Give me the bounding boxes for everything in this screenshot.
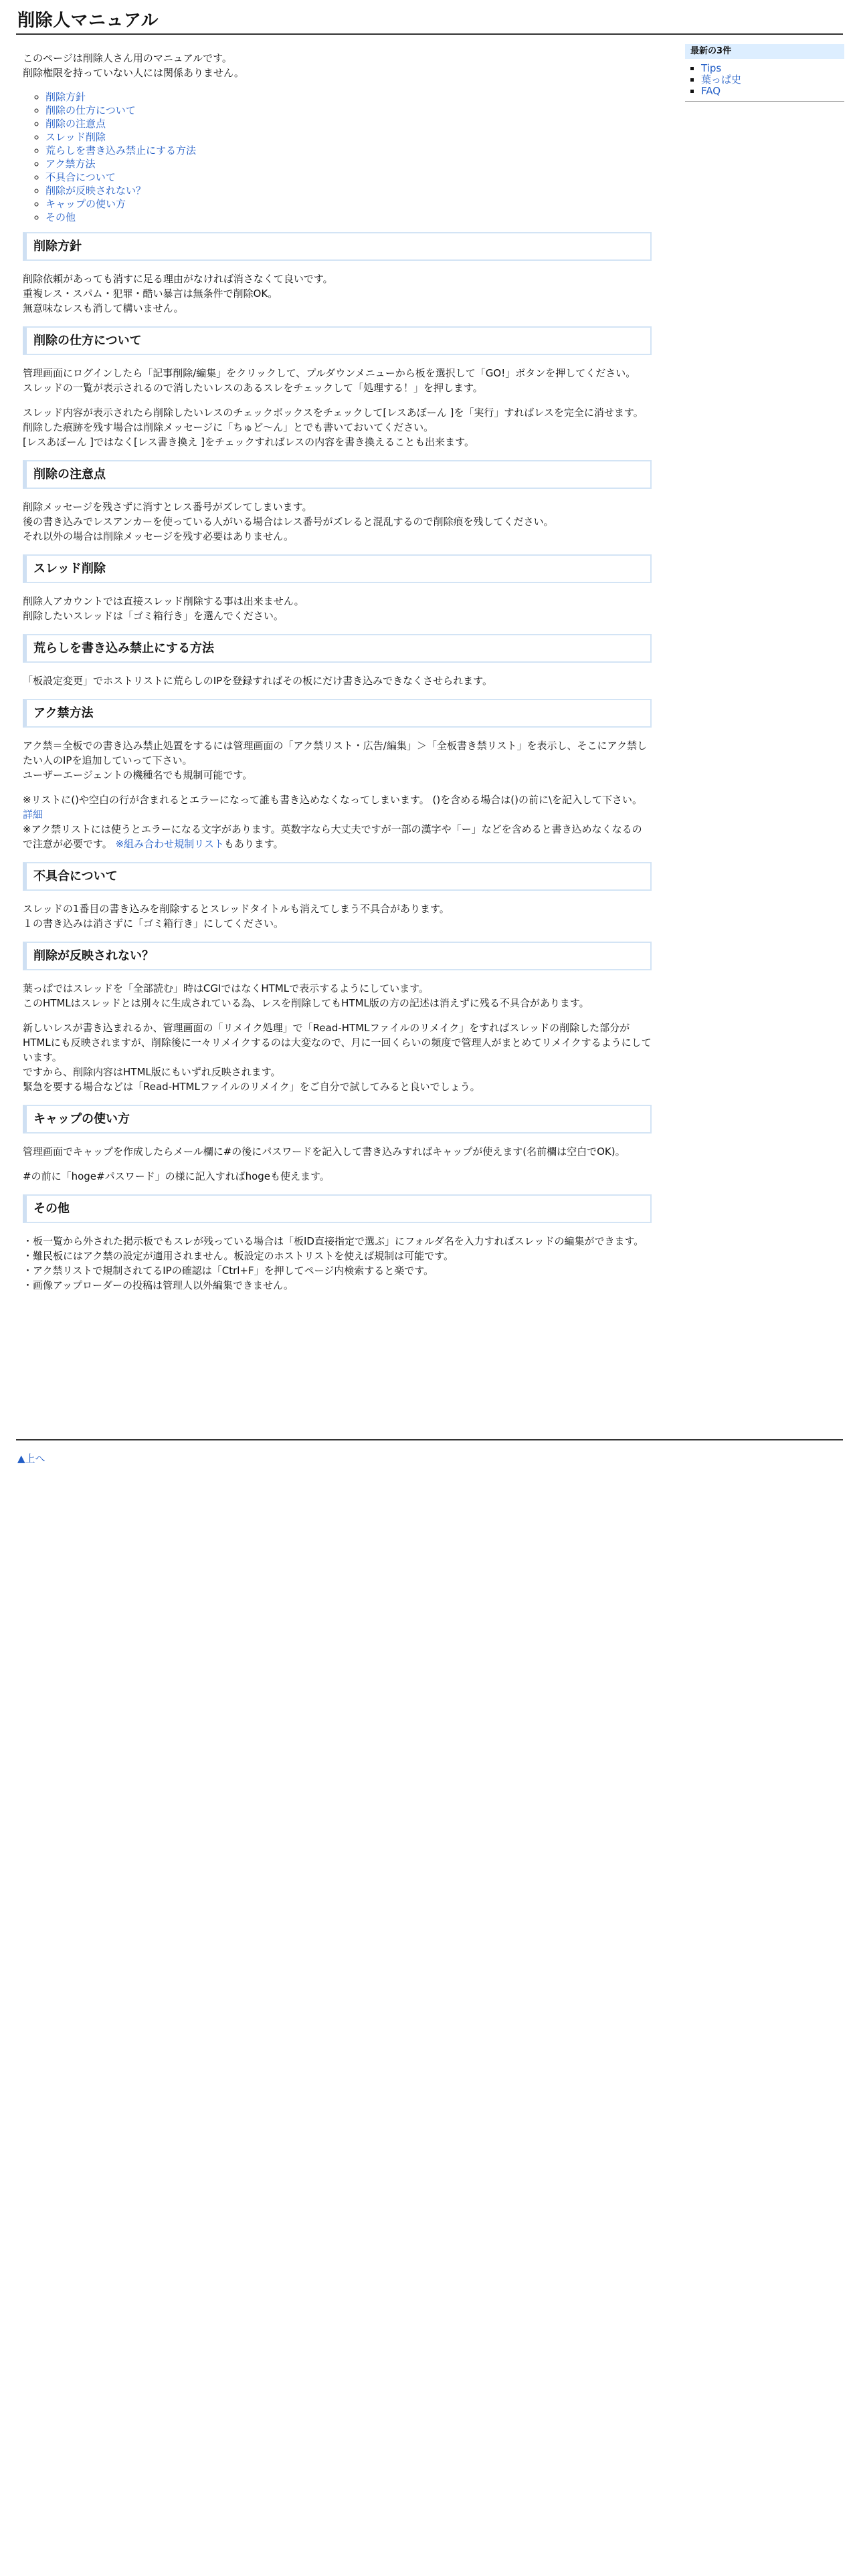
- section-ban: [23, 634, 652, 688]
- recent-link-tips[interactable]: Tips: [701, 62, 722, 74]
- section-body: [23, 792, 652, 851]
- body-line: ・アク禁リストで規制されてるIPの確認は「Ctrl+F」を押してページ内検索すると楽です。: [23, 1265, 434, 1277]
- section-heading: [23, 942, 652, 970]
- section-body: [23, 405, 652, 449]
- table-of-contents: [23, 90, 652, 224]
- section-bugs: [23, 862, 652, 931]
- toc-item: [45, 130, 652, 144]
- recent-link-faq[interactable]: FAQ: [701, 85, 721, 97]
- section-title: 削除方針: [33, 239, 82, 253]
- footer-divider: [16, 1439, 843, 1440]
- section-not-reflected: [23, 942, 652, 1094]
- sidebar-divider: [685, 101, 844, 102]
- section-heading: [23, 554, 652, 583]
- body-line: スレッドの一覧が表示されるので消したいレスのあるスレをチェックして「処理する！」を押します。: [23, 382, 483, 394]
- toc-link-caution[interactable]: 削除の注意点: [45, 118, 106, 130]
- body-line: 重複レス・スパム・犯罪・酷い暴言は無条件で削除OK。: [23, 288, 278, 300]
- body-line: 「板設定変更」でホストリストに荒らしのIPを登録すればその板にだけ書き込みできなくさせられます。: [23, 675, 492, 687]
- section-title: 不具合について: [33, 869, 118, 883]
- toc-item: [45, 104, 652, 117]
- recent-item-tips: [701, 63, 844, 74]
- body-line: ・板一覧から外された掲示板でもスレが残っている場合は「板ID直接指定で選ぶ」にフォルダ名を入力すればスレッドの編集ができます。: [23, 1235, 644, 1247]
- section-body: [23, 738, 652, 782]
- title-divider: [16, 33, 843, 35]
- note-line: ※アク禁リストには使うとエラーになる文字があります。英数字なら大丈夫ですが一部の漢字や「ー」などを含めると書き込めなくなるので注意が必要です。: [23, 823, 642, 850]
- section-cap: [23, 1105, 652, 1184]
- sidebar-recent: [685, 44, 844, 102]
- toc-item: [45, 211, 652, 224]
- page-title: 削除人マニュアル: [17, 11, 159, 31]
- section-thread-delete: [23, 554, 652, 623]
- toc-item: [45, 184, 652, 197]
- section-access-ban: [23, 699, 652, 851]
- body-line: １の書き込みは消さずに「ゴミ箱行き」にしてください。: [23, 918, 284, 930]
- section-body: [23, 594, 652, 623]
- toc-item: [45, 197, 652, 211]
- body-line: 削除メッセージを残さずに消すとレス番号がズレてしまいます。: [23, 501, 312, 513]
- body-line: それ以外の場合は削除メッセージを残す必要はありません。: [23, 530, 294, 542]
- combo-ban-list-link[interactable]: ※組み合わせ規制リスト: [115, 838, 224, 850]
- body-line: 削除依頼があっても消すに足る理由がなければ消さなくて良いです。: [23, 273, 333, 285]
- recent-list: [685, 63, 844, 97]
- section-title: 削除が反映されない？: [33, 948, 154, 963]
- body-line: ・難民板にはアク禁の設定が適用されません。板設定のホストリストを使えば規制は可能です。: [23, 1250, 454, 1262]
- detail-link[interactable]: 詳細: [23, 809, 43, 821]
- section-body: #の前に「hoge#パスワード」の様に記入すればhogeも使えます。: [23, 1170, 330, 1182]
- body-line: 無意味なレスも消して構いません。: [23, 302, 184, 314]
- section-title: 荒らしを書き込み禁止にする方法: [33, 641, 214, 655]
- body-line: ですから、削除内容はHTML版にもいずれ反映されます。: [23, 1066, 281, 1078]
- recent-item-faq: [701, 86, 844, 97]
- body-line: スレッド内容が表示されたら削除したいレスのチェックボックスをチェックして[レスあぼーん ]を「実行」すればレスを完全に消せます。: [23, 407, 644, 419]
- section-title: キャップの使い方: [33, 1111, 130, 1126]
- body-line: 緊急を要する場合などは「Read-HTMLファイルのリメイク」をご自分で試してみると良いでしょう。: [23, 1081, 480, 1093]
- section-title: 削除の仕方について: [33, 333, 142, 348]
- body-line: 削除したいスレッドは「ゴミ箱行き」を選んでください。: [23, 610, 284, 622]
- section-policy: [23, 232, 652, 316]
- body-line: 葉っぱではスレッドを「全部読む」時はCGIではなくHTMLで表示するようにしています。: [23, 982, 429, 994]
- body-line: 新しいレスが書き込まれるか、管理画面の「リメイク処理」で「Read-HTMLファイルのリメイク」をすればスレッドの削除した部分がHTMLにも反映されますが、削除後に一々リメイクするのは大変なので、月に一回くらいの頻度で管理人がまとめてリメイクするようにしています。: [23, 1022, 652, 1063]
- toc-link-cap[interactable]: キャップの使い方: [45, 198, 126, 210]
- body-line: 後の書き込みでレスアンカーを使っている人がいる場合はレス番号がズレると混乱するので削除痕を残してください。: [23, 516, 554, 528]
- note-line: ※リストに()や空白の行が含まれるとエラーになって誰も書き込めなくなってしまいます。 ()を含める場合は()の前に\を記入して下さい。: [23, 794, 643, 806]
- body-line: [レスあぼーん ]ではなく[レス書き換え ]をチェックすればレスの内容を書き換えることも出来ます。: [23, 436, 474, 448]
- toc-link-thread[interactable]: スレッド削除: [45, 131, 106, 143]
- toc-link-akukin[interactable]: アク禁方法: [45, 158, 96, 170]
- toc-link-bugs[interactable]: 不具合について: [45, 171, 116, 183]
- section-heading: [23, 1105, 652, 1134]
- section-heading: [23, 460, 652, 489]
- recent-item-history: [701, 74, 844, 86]
- section-howto: [23, 326, 652, 449]
- section-body: [23, 500, 652, 544]
- toc-item: [45, 117, 652, 130]
- section-body: [23, 673, 652, 688]
- toc-item: [45, 171, 652, 184]
- recent-heading: 最新の3件: [685, 44, 844, 59]
- body-line: ・画像アップローダーの投稿は管理人以外編集できません。: [23, 1279, 294, 1291]
- intro-text: [23, 51, 652, 80]
- section-heading: [23, 862, 652, 891]
- intro-line: このページは削除人さん用のマニュアルです。: [23, 52, 232, 64]
- body-line: このHTMLはスレッドとは別々に生成されている為、レスを削除してもHTML版の方の記述は消えずに残る不具合があります。: [23, 997, 589, 1009]
- section-body: [23, 272, 652, 316]
- body-line: ユーザーエージェントの機種名でも規制可能です。: [23, 769, 253, 781]
- section-heading: [23, 699, 652, 728]
- section-body: [23, 1234, 652, 1293]
- body-line: 削除人アカウントでは直接スレッド削除する事は出来ません。: [23, 595, 304, 607]
- toc-link-policy[interactable]: 削除方針: [45, 91, 86, 103]
- toc-item: [45, 90, 652, 104]
- section-heading: [23, 1194, 652, 1223]
- section-body: 管理画面でキャップを作成したらメール欄に#の後にパスワードを記入して書き込みすればキャップが使えます(名前欄は空白でOK)。: [23, 1146, 626, 1158]
- section-body: [23, 366, 652, 395]
- section-body: [23, 901, 652, 931]
- section-other: [23, 1194, 652, 1293]
- body-line: アク禁＝全板での書き込み禁止処置をするには管理画面の「アク禁リスト・広告/編集」＞「全板書き禁リスト」を表示し、そこにアク禁したい人のIPを追加していって下さい。: [23, 740, 648, 766]
- intro-line: 削除権限を持っていない人には関係ありません。: [23, 67, 244, 79]
- section-body: [23, 981, 652, 1010]
- toc-link-ban[interactable]: 荒らしを書き込み禁止にする方法: [45, 144, 197, 156]
- main-content: [23, 51, 652, 1303]
- section-title: その他: [33, 1201, 70, 1216]
- body-line: 管理画面にログインしたら「記事削除/編集」をクリックして、プルダウンメニューから板を選択して「GO!」ボタンを押してください。: [23, 367, 636, 379]
- section-body: [23, 1021, 652, 1094]
- toc-item: [45, 157, 652, 171]
- back-to-top-link[interactable]: ▲上へ: [17, 1453, 45, 1465]
- toc-item: [45, 144, 652, 157]
- section-heading: [23, 326, 652, 355]
- toc-link-notreflected[interactable]: 削除が反映されない？: [45, 185, 147, 197]
- section-heading: [23, 634, 652, 663]
- body-line: 削除した痕跡を残す場合は削除メッセージに「ちゅど～ん」とでも書いておいてください。: [23, 421, 434, 433]
- toc-link-other[interactable]: その他: [45, 211, 76, 223]
- body-line: スレッドの1番目の書き込みを削除するとスレッドタイトルも消えてしまう不具合があります。: [23, 903, 450, 915]
- toc-link-howto[interactable]: 削除の仕方について: [45, 104, 136, 116]
- note-tail: もあります。: [223, 838, 284, 850]
- section-title: 削除の注意点: [33, 467, 106, 481]
- recent-link-history[interactable]: 葉っぱ史: [701, 74, 742, 86]
- section-caution: [23, 460, 652, 544]
- section-heading: [23, 232, 652, 261]
- section-title: アク禁方法: [33, 706, 94, 720]
- section-title: スレッド削除: [33, 561, 106, 576]
